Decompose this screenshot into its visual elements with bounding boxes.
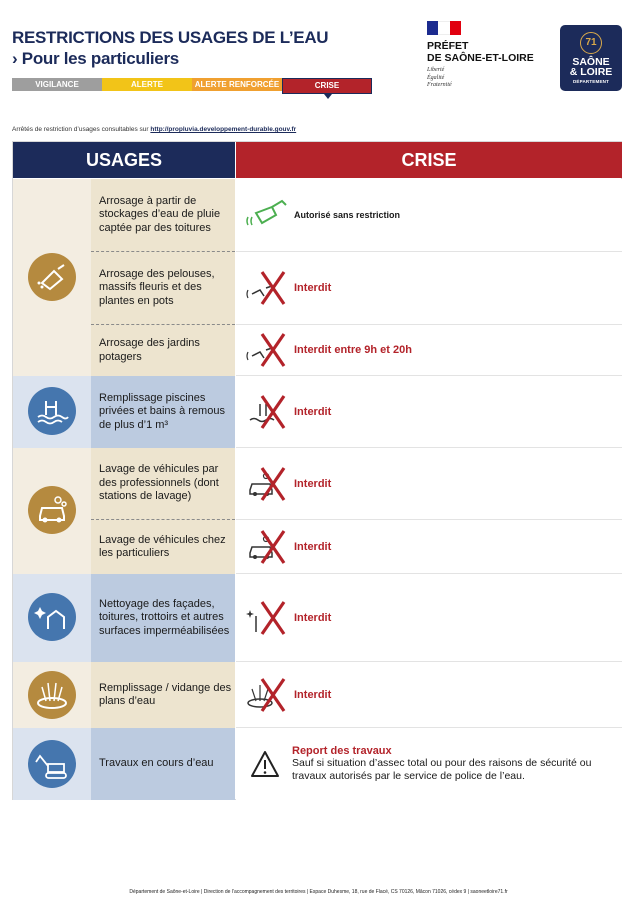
watering-can-icon xyxy=(242,195,294,235)
reference-note xyxy=(12,126,296,133)
crise-cell xyxy=(236,179,622,252)
group-vehicules xyxy=(13,448,91,574)
pond-icon xyxy=(242,675,294,715)
usage-cell: Nettoyage des façades, toitures, trottoirs et autres surfaces imperméabilisées xyxy=(91,574,235,662)
warning-icon xyxy=(248,744,292,784)
level-crise-active: CRISE xyxy=(282,78,372,94)
dept-number-badge: 71 xyxy=(580,32,602,54)
rule-text: Interdit entre 9h et 20h xyxy=(294,344,412,356)
propluvia-link[interactable]: http://propluvia.developpement-durable.gouv.fr xyxy=(150,126,297,133)
house-cleaning-icon xyxy=(242,598,294,638)
car-wash-icon xyxy=(28,486,76,534)
page-title: RESTRICTIONS DES USAGES DE L’EAU xyxy=(12,28,329,47)
pond-icon xyxy=(28,671,76,719)
crise-cell xyxy=(236,520,622,574)
prefet-line2: DE SAÔNE-ET-LOIRE xyxy=(427,52,534,64)
footer: Département de Saône-et-Loire | Direction de l’accompagnement des territoires | Espace Duhesme, 18, rue de Flacé, CS 70126, Mâcon 71026, cédex 9 | saoneetloire71.fr xyxy=(129,889,508,895)
usage-cell: Travaux en cours d’eau xyxy=(91,728,235,800)
rule-text: Autorisé sans restriction xyxy=(294,210,401,220)
rule-title: Report des travaux xyxy=(292,744,392,757)
forbidden-x-icon xyxy=(258,600,288,636)
pool-icon xyxy=(242,392,294,432)
level-vigilance: VIGILANCE xyxy=(12,78,102,91)
level-alerte: ALERTE xyxy=(102,78,192,91)
car-wash-icon xyxy=(242,464,294,504)
usage-cell: Remplissage / vidange des plans d’eau xyxy=(91,662,235,728)
level-alerte-renforcee: ALERTE RENFORCÉE xyxy=(192,78,282,91)
prefet-logo xyxy=(427,21,557,90)
rule-text: Interdit xyxy=(294,405,332,418)
crise-cell xyxy=(236,448,622,520)
usage-cell: Arrosage à partir de stockages d’eau de pluie captée par des toitures xyxy=(91,179,235,252)
forbidden-x-icon xyxy=(258,270,288,306)
usage-cell: Lavage de véhicules par des professionnels (dont stations de lavage) xyxy=(91,448,235,520)
forbidden-x-icon xyxy=(258,394,288,430)
header-crise: CRISE xyxy=(236,142,622,178)
forbidden-x-icon xyxy=(258,529,288,565)
house-cleaning-icon xyxy=(28,593,76,641)
group-plans-eau xyxy=(13,662,91,728)
dept-logo-line1: SAÔNE xyxy=(572,56,610,68)
rule-text: Interdit xyxy=(294,688,332,701)
department-logo xyxy=(560,25,622,91)
group-arrosage xyxy=(13,179,91,376)
watering-can-icon xyxy=(28,253,76,301)
usage-cell: Arrosage des pelouses, massifs fleuris et des plantes en pots xyxy=(91,252,235,325)
forbidden-x-icon xyxy=(258,332,288,368)
usage-cell: Lavage de véhicules chez les particuliers xyxy=(91,520,235,574)
rule-text: Interdit xyxy=(294,282,332,294)
rule-text: Sauf si situation d’assec total ou pour des raisons de sécurité ou travaux autorisés par le service de police de l’eau. xyxy=(292,756,592,782)
crise-cell xyxy=(236,325,622,376)
french-flag-icon xyxy=(427,21,461,35)
motto-liberte: Liberté xyxy=(427,67,445,73)
forbidden-x-icon xyxy=(258,466,288,502)
crise-cell xyxy=(236,662,622,728)
reference-text: Arrêtés de restriction d’usages consultables sur xyxy=(12,126,149,133)
motto-egalite: Égalité xyxy=(427,74,445,81)
group-piscines xyxy=(13,376,91,448)
dept-logo-line3: DÉPARTEMENT xyxy=(572,79,610,84)
sprinkler-icon xyxy=(242,330,294,370)
rule-text: Interdit xyxy=(294,477,332,490)
page-subtitle: › Pour les particuliers xyxy=(12,49,179,68)
car-wash-icon xyxy=(242,527,294,567)
crise-cell xyxy=(236,574,622,662)
motto-fraternite: Fraternité xyxy=(427,82,452,88)
dept-logo-line2: & LOIRE xyxy=(569,66,613,78)
group-travaux xyxy=(13,728,91,800)
prefet-line1: PRÉFET xyxy=(427,40,469,52)
sprinkler-icon xyxy=(242,268,294,308)
crise-cell xyxy=(236,728,622,800)
usage-cell: Arrosage des jardins potagers xyxy=(91,325,235,376)
usage-cell: Remplissage piscines privées et bains à remous de plus d’1 m³ xyxy=(91,376,235,448)
group-nettoyage xyxy=(13,574,91,662)
forbidden-x-icon xyxy=(258,677,288,713)
restrictions-table xyxy=(12,141,622,800)
pool-icon xyxy=(28,387,76,435)
excavator-icon xyxy=(28,740,76,788)
rule-text: Interdit xyxy=(294,611,332,624)
crise-cell xyxy=(236,376,622,448)
crise-cell xyxy=(236,252,622,325)
alert-level-bar xyxy=(12,78,372,94)
header-usages: USAGES xyxy=(13,142,235,178)
rule-text: Interdit xyxy=(294,540,332,553)
